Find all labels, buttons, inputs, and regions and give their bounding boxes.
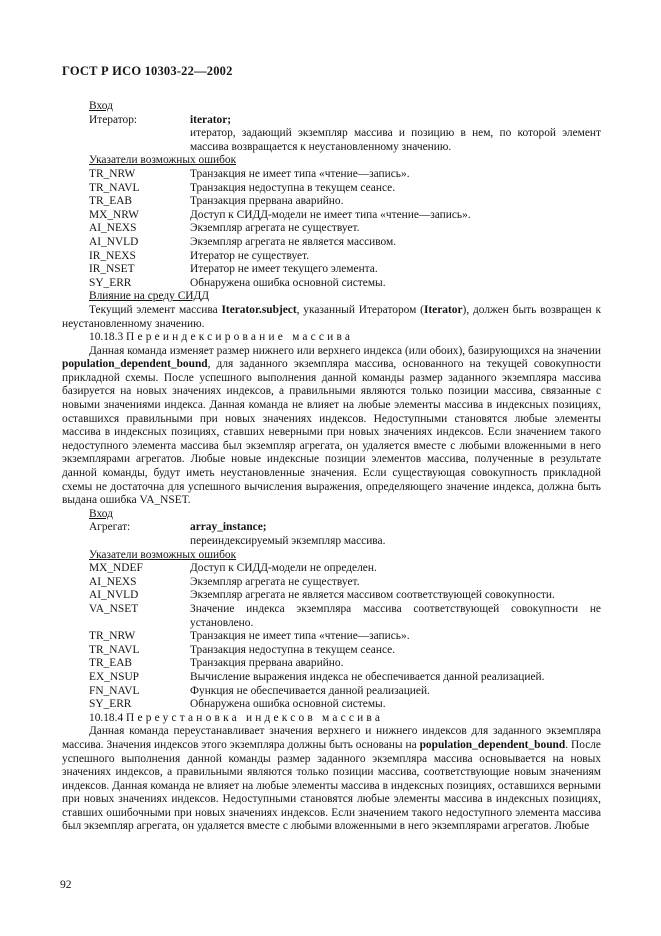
errors-heading: Указатели возможных ошибок bbox=[89, 154, 237, 167]
effect-heading: Влияние на среду СИДД bbox=[89, 290, 210, 303]
section-paragraph bbox=[62, 725, 601, 834]
error-text: Итератор не имеет текущего элемента. bbox=[190, 263, 378, 276]
error-row bbox=[89, 168, 601, 182]
error-code: TR_NAVL bbox=[89, 643, 140, 656]
error-code: TR_NRW bbox=[89, 630, 136, 643]
param-label: Итератор: bbox=[89, 113, 138, 126]
error-row bbox=[89, 644, 601, 658]
error-code: TR_EAB bbox=[89, 195, 133, 208]
error-code: AI_NVLD bbox=[89, 235, 139, 248]
error-row bbox=[89, 263, 601, 277]
error-code: MX_NDEF bbox=[89, 562, 143, 575]
effect-paragraph bbox=[62, 304, 601, 331]
error-row bbox=[89, 589, 601, 603]
section-title: Переустановка индексов массива bbox=[126, 711, 384, 724]
section-heading-10-18-3 bbox=[89, 331, 601, 345]
error-code: TR_NAVL bbox=[89, 181, 140, 194]
error-code: AI_NVLD bbox=[89, 589, 139, 602]
error-row bbox=[89, 209, 601, 223]
section-number: 10.18.4 bbox=[89, 711, 124, 724]
section-title: Переиндексирование массива bbox=[126, 331, 354, 344]
error-code: IR_NSET bbox=[89, 263, 135, 276]
error-list bbox=[89, 168, 601, 290]
effect-text: ), должен быть возвращен к неустановленному значению. bbox=[62, 303, 601, 330]
error-row bbox=[89, 182, 601, 196]
error-text: Транзакция прервана аварийно. bbox=[190, 195, 344, 208]
error-row bbox=[89, 250, 601, 264]
effect-term: Iterator bbox=[423, 303, 463, 316]
paragraph-text: Данная команда переустанавливает значения верхнего и нижнего индексов для заданного экземпляра массива. Значения индексов этого экземпляра должны быть основаны на bbox=[62, 725, 601, 751]
effect-text: , указанный Итератором ( bbox=[296, 303, 424, 316]
error-row bbox=[89, 698, 601, 712]
error-text: Экземпляр агрегата не является массивом соответствующей совокупности. bbox=[190, 589, 555, 602]
input-heading: Вход bbox=[89, 507, 113, 520]
errors-heading: Указатели возможных ошибок bbox=[89, 548, 237, 561]
error-row bbox=[89, 195, 601, 209]
error-text: Вычисление выражения индекса не обеспечивается данной реализацией. bbox=[190, 670, 545, 683]
error-code: IR_NEXS bbox=[89, 249, 136, 262]
page-number: 92 bbox=[60, 878, 72, 891]
paragraph-text: Данная команда изменяет размер нижнего или верхнего индекса (или обоих), базирующихся на значении bbox=[89, 344, 601, 357]
error-row bbox=[89, 562, 601, 576]
section-paragraph bbox=[62, 345, 601, 508]
error-text: Доступ к СИДД-модели не определен. bbox=[190, 562, 377, 575]
error-row bbox=[89, 630, 601, 644]
param-name: array_instance; bbox=[190, 521, 267, 534]
error-text: Доступ к СИДД-модели не имеет типа «чтение—запись». bbox=[190, 208, 471, 221]
error-row bbox=[89, 222, 601, 236]
error-row bbox=[89, 603, 601, 630]
paragraph-term: population_dependent_bound bbox=[419, 738, 566, 751]
paragraph-text: . После успешного выполнения данной команды размер заданного экземпляра массива основывается на новых значениях индексов, а правильными являются только позиции массива, соответствующие новым значениям индексов. Данная команда не влияет на любые элементы массива в индексных позициях, оставшихся верными при новых значениях индексов. Недоступными становятся любые элементы массива в индексных позициях, ставших ошибочными при новых значениях индексов. Если значением такого недоступного элемента массива был экземпляр агрегата, он удаляется вместе с любыми вложенными в него экземплярами агрегатов. Любые bbox=[62, 738, 601, 833]
error-text: Обнаружена ошибка основной системы. bbox=[190, 698, 386, 711]
param-name: iterator; bbox=[190, 113, 232, 126]
error-row bbox=[89, 685, 601, 699]
error-row bbox=[89, 576, 601, 590]
error-code: TR_NRW bbox=[89, 167, 136, 180]
error-text: Транзакция прервана аварийно. bbox=[190, 657, 344, 670]
error-code: MX_NRW bbox=[89, 208, 139, 221]
error-text: Транзакция недоступна в текущем сеансе. bbox=[190, 181, 396, 194]
error-code: VA_NSET bbox=[89, 602, 139, 615]
error-row bbox=[89, 657, 601, 671]
error-text: Экземпляр агрегата не существует. bbox=[190, 575, 360, 588]
error-code: AI_NEXS bbox=[89, 575, 137, 588]
paragraph-term: population_dependent_bound bbox=[62, 358, 208, 371]
effect-term: Iterator.subject bbox=[221, 303, 297, 316]
error-row bbox=[89, 671, 601, 685]
input-param-row bbox=[89, 521, 601, 535]
error-text: Транзакция недоступна в текущем сеансе. bbox=[190, 643, 396, 656]
error-code: SY_ERR bbox=[89, 276, 132, 289]
error-list bbox=[89, 562, 601, 712]
page-body bbox=[62, 100, 601, 834]
input-param-row bbox=[89, 114, 601, 128]
param-label: Агрегат: bbox=[89, 521, 131, 534]
error-code: SY_ERR bbox=[89, 698, 132, 711]
section-number: 10.18.3 bbox=[89, 331, 124, 344]
error-code: EX_NSUP bbox=[89, 670, 140, 683]
page-header: ГОСТ Р ИСО 10303-22—2002 bbox=[62, 64, 233, 78]
input-heading: Вход bbox=[89, 100, 113, 112]
param-description: итератор, задающий экземпляр массива и позицию в нем, по которой элемент массива возвращается к неустановленному значению. bbox=[190, 127, 601, 153]
error-code: TR_EAB bbox=[89, 657, 133, 670]
error-row bbox=[89, 236, 601, 250]
error-text: Экземпляр агрегата не существует. bbox=[190, 222, 360, 235]
error-text: Итератор не существует. bbox=[190, 249, 310, 262]
param-description: переиндексируемый экземпляр массива. bbox=[190, 535, 386, 547]
error-text: Экземпляр агрегата не является массивом. bbox=[190, 235, 397, 248]
error-text: Значение индекса экземпляра массива соответствующей совокупности не установлено. bbox=[190, 602, 601, 629]
error-text: Функция не обеспечивается данной реализацией. bbox=[190, 684, 430, 697]
error-row bbox=[89, 277, 601, 291]
section-heading-10-18-4 bbox=[89, 712, 601, 726]
error-code: AI_NEXS bbox=[89, 222, 137, 235]
error-text: Транзакция не имеет типа «чтение—запись». bbox=[190, 167, 410, 180]
error-text: Обнаружена ошибка основной системы. bbox=[190, 276, 386, 289]
effect-text: Текущий элемент массива bbox=[89, 303, 222, 316]
error-text: Транзакция не имеет типа «чтение—запись». bbox=[190, 630, 410, 643]
error-code: FN_NAVL bbox=[89, 684, 140, 697]
paragraph-text: , для заданного экземпляра массива, основанного на текущей совокупности прикладной схемы. После успешного выполнения данной команды размер заданного экземпляра массива базируется на новых значениях индексов, а правильными являются только позиции массива, связанные с новыми значениями индекса. Данная команда не влияет на любые элементы массива в индексных позициях, оставшихся правильными при новых значениях индексов. Недоступными становятся любые элементы массива в индексных позициях, ставших неверными при новых значениях индексов. Если значением такого недоступного элемента массива был экземпляр агрегата, он удаляется вместе с любыми вложенными в него экземплярами агрегатов. Любые новые индексные позиции элементов массива, полученные в результате данной команды, будут иметь неустановленные значения. Если существующая совокупность прикладной схемы не достаточна для успешного вычисления выражения, определяющего значение индекса, должна быть выдана ошибка VA_NSET. bbox=[62, 358, 601, 507]
